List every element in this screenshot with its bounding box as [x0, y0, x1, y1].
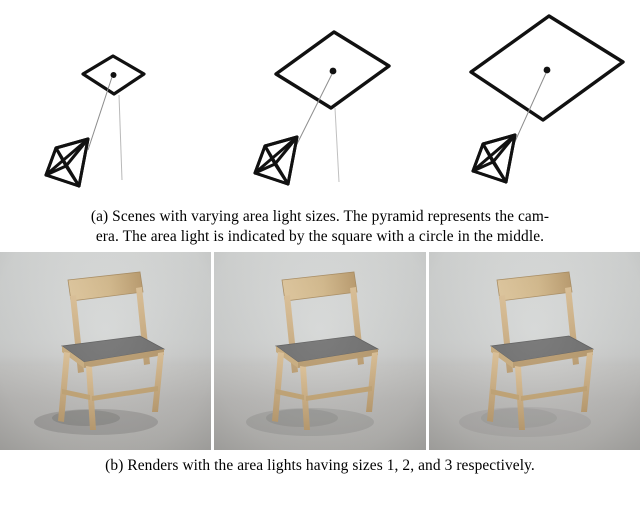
camera-pyramid-icon: [473, 135, 515, 182]
scene-light-size-2: [213, 0, 426, 205]
area-light-square-icon: [276, 32, 389, 108]
light-to-camera-line: [295, 74, 332, 148]
chair-stretcher-1: [276, 389, 304, 400]
light-center-dot-icon: [111, 72, 117, 78]
scene-light-size-1: [0, 0, 213, 205]
scene-svg-1: [0, 0, 213, 205]
caption-subfigure-b: (b) Renders with the area lights having sizes 1, 2, and 3 respectively.: [105, 456, 535, 474]
render-light-size-3: [429, 252, 640, 450]
scene-svg-3: [427, 0, 640, 205]
caption-a-line-1: (a) Scenes with varying area light sizes. The pyramid represents the cam-: [90, 208, 550, 225]
light-center-dot-icon: [543, 67, 550, 74]
chair-backrest: [282, 272, 357, 301]
render-light-size-2: [214, 252, 425, 450]
chair-render-1: [0, 252, 211, 450]
chair-backrest: [68, 272, 143, 301]
render-light-size-1: [0, 252, 211, 450]
chair-stretcher-2: [306, 386, 372, 401]
light-to-camera-line: [513, 73, 546, 146]
chair-stretcher-2: [521, 386, 587, 401]
render-row: [0, 252, 640, 450]
scene-light-size-3: [427, 0, 640, 205]
chair-stretcher-1: [62, 389, 90, 400]
light-drop-line: [335, 108, 339, 182]
chair-render-3: [429, 252, 640, 450]
chair-backrest: [497, 272, 572, 301]
area-light-square-icon: [83, 56, 144, 94]
chair-leg-back-right: [366, 352, 378, 412]
chair-stretcher-1: [491, 389, 519, 400]
chair-leg-back-right: [581, 352, 593, 412]
chair-stretcher-2: [92, 386, 158, 401]
light-center-dot-icon: [330, 68, 337, 75]
scene-svg-2: [213, 0, 426, 205]
caption-subfigure-a: [0, 205, 640, 252]
chair-render-2: [214, 252, 425, 450]
caption-a-line-2: era. The area light is indicated by the square with a circle in the middle.: [95, 228, 545, 246]
light-to-camera-line: [88, 77, 112, 150]
camera-pyramid-icon: [255, 137, 297, 184]
light-drop-line: [119, 95, 122, 180]
scene-diagram-row: [0, 0, 640, 205]
chair-leg-back-right: [152, 352, 164, 412]
camera-pyramid-icon: [46, 139, 88, 186]
area-light-square-icon: [471, 16, 623, 120]
